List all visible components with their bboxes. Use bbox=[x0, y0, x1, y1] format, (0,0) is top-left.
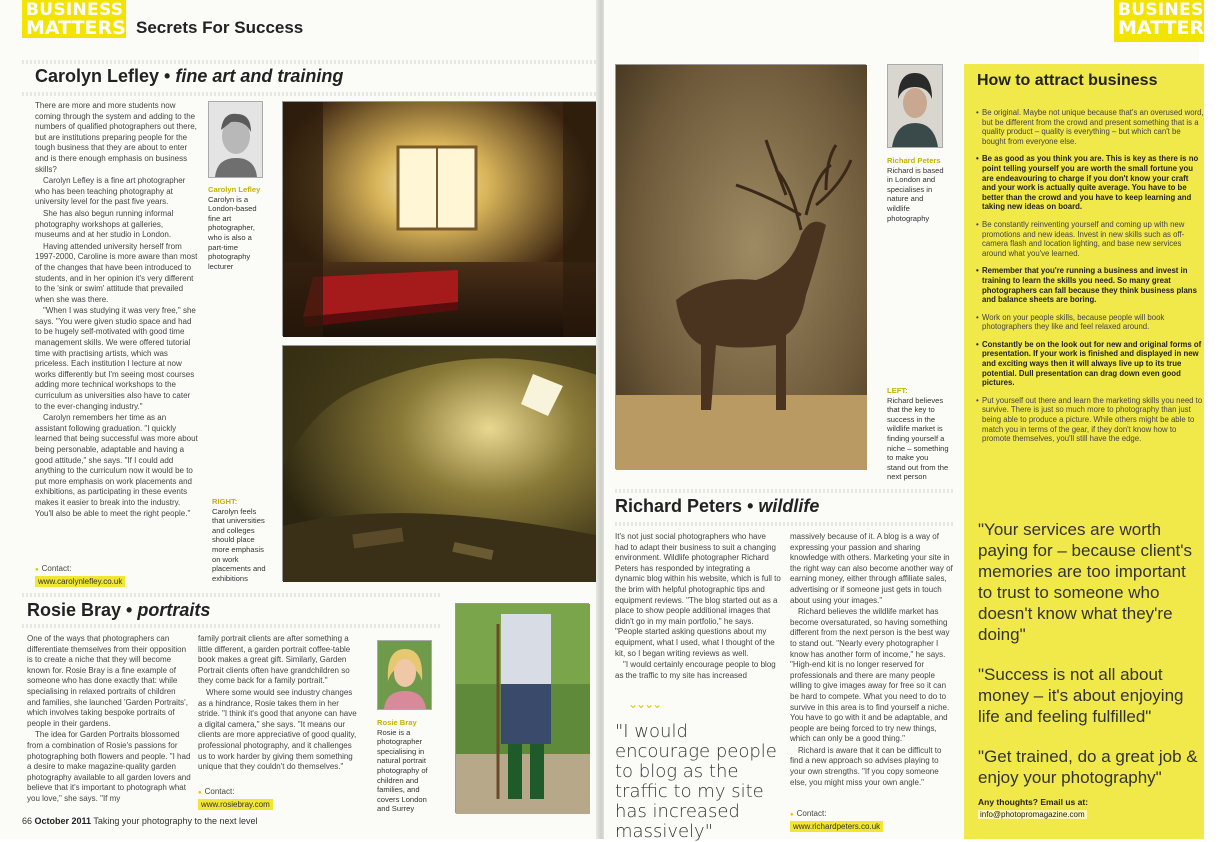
pull-quote: "I would encourage people to blog as the traffic to my site has increased massively" bbox=[615, 721, 777, 842]
sidebar-title: How to attract business bbox=[977, 72, 1158, 89]
richard-article-col1: It's not just social photographers who have had to adapt their business to suit a changing environment. Wildlife photographer Richard Peters has responded by integrating a dynamic blog within his website, which is full to the brim with helpful photographic tips and equipment reviews. "The blog started out as a place to show people additional images that didn't go in my main portfolio," he says. "People started asking questions about my equipment, what I used, what I thought of the kit, so I began writing reviews as well. "I would certainly encourage people to blog as the traffic to my site has increased bbox=[615, 532, 781, 680]
section-title: Secrets For Success bbox=[136, 18, 304, 37]
tip-item: • Be original. Maybe not unique because that's an overused word, but be different from the crowd and present something that is a quality product – quality is everything – but which can't be bought from everyone else. bbox=[976, 108, 1204, 146]
divider-stripe bbox=[22, 624, 442, 628]
tip-item: • Constantly be on the look out for new and original forms of presentation. If your work is finished and displayed in new and exciting ways then it will always live up to its true potential. Dull presentation can drag down even good pictures. bbox=[976, 340, 1204, 388]
rosie-article-col1: One of the ways that photographers can differentiate themselves from their opposition is to create a niche that they will become known for. Rosie Bray is a fine example of someone who has done exactly that: while specialising in relaxed portraits of children and families, she launched 'Garden Portraits', which involves taking bespoke portraits of people in their gardens. The idea for Garden Portraits blossomed from a combination of Rosie's passions for photographing both flowers and people. "I had a desire to make magazine-quality garden photography available to all garden lovers and believe that it's important to photograph what you love," she says. "If my bbox=[27, 634, 191, 803]
carolyn-caption: Carolyn Lefley Carolyn is a London-based fine art photographer, who is also a part-time photography lecturer bbox=[208, 185, 261, 271]
stag-photo bbox=[615, 64, 866, 469]
sidebar-quote: "Success is not all about money – it's about enjoying life and feeling fulfilled" bbox=[978, 665, 1184, 726]
tip-item: • Put yourself out there and learn the marketing skills you need to survive. There is just so much more to photography than just being able to produce a picture. While others might be able to match you in terms of the gear, if they don't know how to promote themselves, you'll still have the edge. bbox=[976, 396, 1204, 444]
divider-stripe bbox=[615, 522, 953, 526]
tip-item: • Work on your people skills, because people will book photographers they like and feel relaxed around. bbox=[976, 313, 1204, 332]
carolyn-website-link[interactable]: www.carolynlefley.co.uk bbox=[35, 576, 125, 587]
rosie-caption: Rosie Bray Rosie is a photographer specialising in natural portrait photography of children and families, and covers London and Surrey bbox=[377, 718, 428, 814]
rosie-headline: Rosie Bray • portraits bbox=[27, 600, 211, 620]
business-matters-badge: BUSINESS MATTERS bbox=[22, 0, 126, 38]
richard-article-col2: massively because of it. A blog is a way of expressing your passion and sharing knowledge with others. Marketing your site in the right way can also become another way of earning money, either through affiliate sales, advertising or if someone just gets in touch about using your images." Richard believes the wildlife market has become oversaturated, so having something different from the next person is the best way to stand out. "Nearly every photographer I know has another form of income," he says. "High-end kit is no longer reserved for professionals and there are many people willing to give images away for free so it can be hard to compete. What you need to do to survive in this area is to find yourself a niche. You have to go with it and be adaptable, and people are being forced to try new things, which can only be a good thing." Richard is aware that it can be difficult to find a new approach so advises playing to your own strengths. "If you copy someone else, you might miss your own angle." bbox=[790, 532, 953, 787]
divider-stripe bbox=[22, 92, 596, 96]
divider-stripe bbox=[615, 489, 953, 493]
right-page bbox=[604, 0, 1218, 842]
tip-item: • Remember that you're running a business and invest in training to learn the skills you need. So many great photographers can fall because they think business plans and balance sheets are boring. bbox=[976, 266, 1204, 304]
divider-stripe bbox=[22, 593, 442, 597]
rosie-article-col2: family portrait clients are after something a little different, a garden portrait coffee-table book makes a great gift. Similarly, Garden Portrait clients often have grandchildren so they come back for a family portrait." Where some would see industry changes as a hindrance, Rosie takes them in her stride. "I think it's good that anyone can have a digital camera," she says. "It means our clients are more appreciative of good quality, professional photography, and it challenges us to work harder by giving them something unique that they couldn't do themselves." bbox=[198, 634, 357, 772]
left-caption: LEFT: Richard believes that the key to success in the wildlife market is finding yourself a niche – something to make you stand out from the next person bbox=[887, 386, 949, 482]
sidebar-quote: "Get trained, do a great job & enjoy your photography" bbox=[978, 747, 1198, 787]
carolyn-contact: ● Contact: www.carolynlefley.co.uk bbox=[35, 563, 125, 587]
rosie-website-link[interactable]: www.rosiebray.com bbox=[198, 799, 273, 810]
tip-item: • Be constantly reinventing yourself and coming up with new promotions and new ideas. Invest in new skills such as off-camera flash and location lighting, and base new services around what you've learned. bbox=[976, 220, 1204, 258]
rosie-portrait bbox=[377, 640, 432, 710]
page-footer: 66 October 2011 Taking your photography to the next level bbox=[22, 816, 258, 826]
left-page bbox=[0, 0, 598, 839]
richard-website-link[interactable]: www.richardpeters.co.uk bbox=[790, 821, 883, 832]
richard-headline: Richard Peters • wildlife bbox=[615, 496, 820, 516]
tip-item: • Be as good as you think you are. This is key as there is no point telling yourself you are worth the small fortune you are endeavouring to charge if you don't know your craft and your work is actually quite average. You have to be better than the crowd and you have to keep learning and taking new ideas on board. bbox=[976, 154, 1204, 212]
richard-portrait bbox=[887, 64, 943, 148]
email-link[interactable]: info@photopromagazine.com bbox=[980, 810, 1085, 819]
right-caption: RIGHT: Carolyn feels that universities and colleges should place more emphasis on work placements and exhibitions bbox=[212, 497, 266, 583]
richard-caption: Richard Peters Richard is based in London and specialises in nature and wildlife photography bbox=[887, 156, 944, 223]
sidebar-footer: Any thoughts? Email us at: info@photopromagazine.com bbox=[978, 797, 1089, 819]
carolyn-article-body: There are more and more students now coming through the system and adding to the numbers of qualified photographers out there, but are institutions preparing people for the tough business that they are about to enter and is there enough emphasis on business skills? Carolyn Lefley is a fine art photographer who has been teaching photography at university level for the past five years. She has also begun running informal photography workshops at galleries, museums and at her studio in London. Having attended university herself from 1997-2000, Caroline is more aware than most of the changes that have been introduced to students, and in her opinion it's very different to the 'sink or swim' attitude that prevailed when she was there. "When I was studying it was very free," she says. "You were given studio space and had to be hugely self-motivated with good time management skills. We were offered tutorial time with practising artists, which was priceless. Each institution I lecture at now works differently but I'm seeing most courses adding more technical workshops to the curriculum as universities also have to cater to the ever-changing industry." Carolyn remembers her time as an assistant following graduation. "I quickly learned that being successful was more about being personable, adaptable and having a good attitude," she says. "If I could add anything to the curriculum now it would be to put more emphasis on work placements and exhibitions, as participating in these events makes it easier to break into the industry. You'll also be able to meet the right people." bbox=[35, 101, 198, 518]
sidebar-quote: "Your services are worth paying for – because client's memories are too important to trust to someone who doesn't know what they're doing" bbox=[978, 520, 1192, 644]
richard-contact: ● Contact: www.richardpeters.co.uk bbox=[790, 808, 883, 832]
tips-list bbox=[976, 108, 1204, 452]
carolyn-portrait bbox=[208, 101, 263, 178]
cave-room-photo bbox=[282, 345, 599, 581]
rosie-contact: ● Contact: www.rosiebray.com bbox=[198, 786, 273, 810]
quote-chevron: ⌄⌄⌄⌄ bbox=[628, 697, 661, 711]
bedroom-photo bbox=[282, 101, 599, 336]
attract-business-sidebar bbox=[964, 64, 1204, 839]
business-matters-badge: BUSINESS MATTERS bbox=[1114, 0, 1204, 42]
carolyn-headline: Carolyn Lefley • fine art and training bbox=[35, 66, 344, 86]
garden-portrait-photo bbox=[455, 603, 589, 813]
divider-stripe bbox=[22, 60, 596, 64]
